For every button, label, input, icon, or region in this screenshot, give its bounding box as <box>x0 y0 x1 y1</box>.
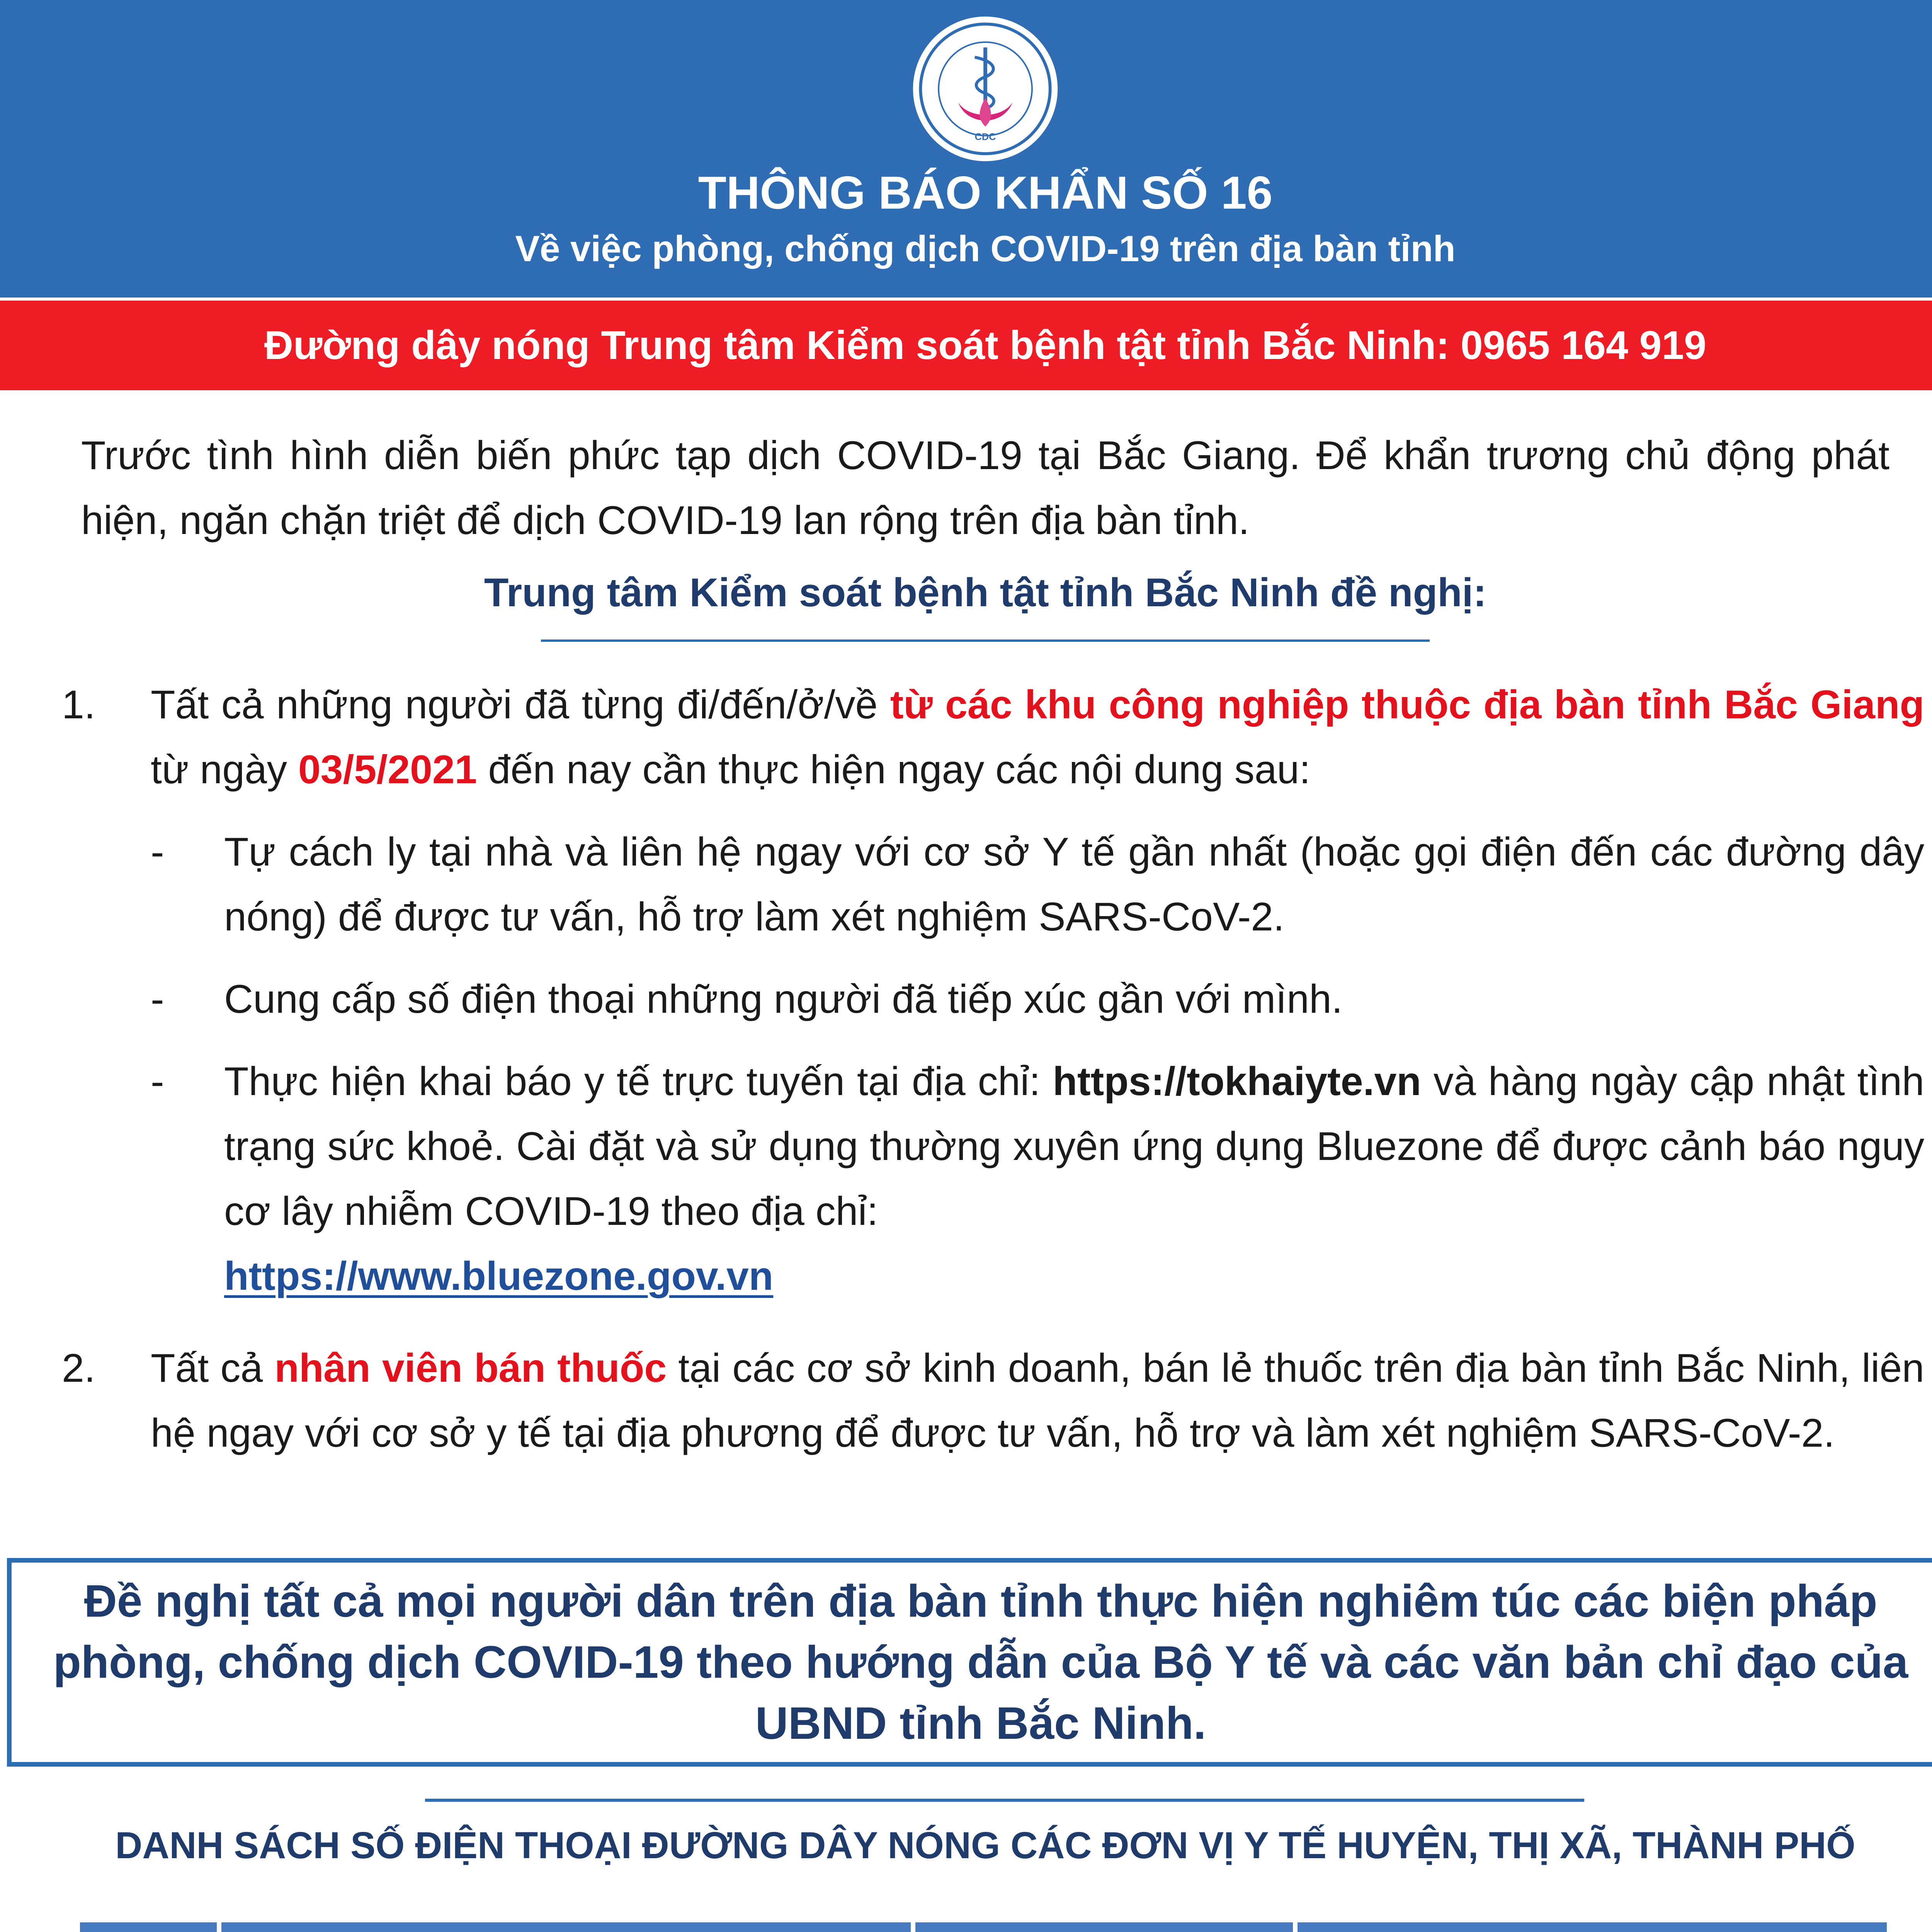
item-1-text <box>151 672 1924 802</box>
sub-item-3-text-a: Thực hiện khai báo y tế trực tuyến tại địa chỉ: <box>224 1059 1053 1104</box>
sub-item-1-text: Tự cách ly tại nhà và liên hệ ngay với cơ sở Y tế gần nhất (hoặc gọi điện đến các đường dây nóng) để được tư vấn, hỗ trợ làm xét nghiệm SARS-CoV-2. <box>224 830 1924 939</box>
dash-bullet: - <box>151 830 164 874</box>
item-1-text-a: Tất cả những người đã từng đi/đến/ở/về <box>151 682 890 727</box>
column-header-unit <box>221 1922 911 1932</box>
request-list <box>62 672 1924 1466</box>
item-number: 2. <box>62 1346 95 1391</box>
cdc-logo-icon <box>910 14 1061 164</box>
column-header-tt <box>80 1922 217 1932</box>
page-title: THÔNG BÁO KHẨN SỐ 16 <box>698 167 1273 219</box>
item-2-text-a: Tất cả <box>151 1346 275 1391</box>
sub-item-2-text: Cung cấp số điện thoại những người đã tiếp xúc gần với mình. <box>224 977 1343 1022</box>
item-2-highlight: nhân viên bán thuốc <box>274 1346 667 1391</box>
item-1-text-c: đến nay cần thực hiện ngay các nội dung sau: <box>477 747 1311 792</box>
notice-box <box>7 1558 1932 1767</box>
notice-text: Đề nghị tất cả mọi người dân trên địa bàn tỉnh thực hiện nghiêm túc các biện pháp phòng, chống dịch COVID-19 theo hướng dẫn của Bộ Y tế và các văn bản chỉ đạo của UBND tỉnh Bắc Ninh. <box>53 1576 1908 1749</box>
sub-item-3-text <box>224 1049 1924 1309</box>
item-2-text-b: tại các cơ sở kinh doanh, bán lẻ thuốc trên địa bàn tỉnh Bắc Ninh, liên hệ ngay với cơ sở y tế tại địa phương để được tư vấn, hỗ trợ và làm xét nghiệm SARS-CoV-2. <box>151 1346 1925 1456</box>
sub-item-3-text-b: và hàng ngày cập nhật tình trạng sức khoẻ. Cài đặt và sử dụng thường xuyên ứng dụng Bluezone để được cảnh báo nguy cơ lây nhiễm COVID-19 theo địa chỉ: <box>224 1059 1924 1234</box>
item-1-highlight-date: 03/5/2021 <box>298 747 477 792</box>
request-heading: Trung tâm Kiểm soát bệnh tật tỉnh Bắc Ninh đề nghị: <box>484 570 1487 615</box>
table-header-row <box>80 1922 1887 1932</box>
sub-item-isolation <box>151 820 1924 949</box>
dash-bullet: - <box>151 1059 164 1104</box>
bluezone-link[interactable]: https://www.bluezone.gov.vn <box>224 1254 774 1299</box>
dash-bullet: - <box>151 977 164 1022</box>
item-1-text-b: từ ngày <box>151 747 298 792</box>
header-banner <box>0 0 1932 298</box>
page-subtitle: Về việc phòng, chống dịch COVID-19 trên địa bàn tỉnh <box>515 228 1456 269</box>
sub-item-contacts <box>151 967 1924 1032</box>
item-1-highlight-area: từ các khu công nghiệp thuộc địa bàn tỉnh Bắc Giang <box>890 682 1925 727</box>
request-item-1 <box>62 672 1924 1309</box>
section-divider <box>425 1799 1584 1802</box>
column-header-director <box>915 1922 1293 1932</box>
intro-paragraph: Trước tình hình diễn biến phức tạp dịch COVID-19 tại Bắc Giang. Để khẩn trương chủ động phát hiện, ngăn chặn triệt để dịch COVID-19 lan rộng trên địa bàn tỉnh. <box>81 433 1889 543</box>
heading-underline <box>541 639 1430 642</box>
hotline-banner: Đường dây nóng Trung tâm Kiểm soát bệnh tật tỉnh Bắc Ninh: 0965 164 919 <box>0 301 1932 390</box>
hotline-table <box>75 1918 1891 1932</box>
item-number: 1. <box>62 682 95 727</box>
column-header-hotline <box>1298 1922 1887 1932</box>
item-2-text <box>151 1336 1924 1466</box>
sub-item-declaration <box>151 1049 1924 1309</box>
request-item-2 <box>62 1336 1924 1466</box>
tokhaiyte-url: https://tokhaiyte.vn <box>1053 1059 1421 1104</box>
logo-text: CDC <box>975 131 996 143</box>
hotline-list-title: DANH SÁCH SỐ ĐIỆN THOẠI ĐƯỜNG DÂY NÓNG CÁC ĐƠN VỊ Y TẾ HUYỆN, THỊ XÃ, THÀNH PHỐ <box>115 1824 1855 1866</box>
